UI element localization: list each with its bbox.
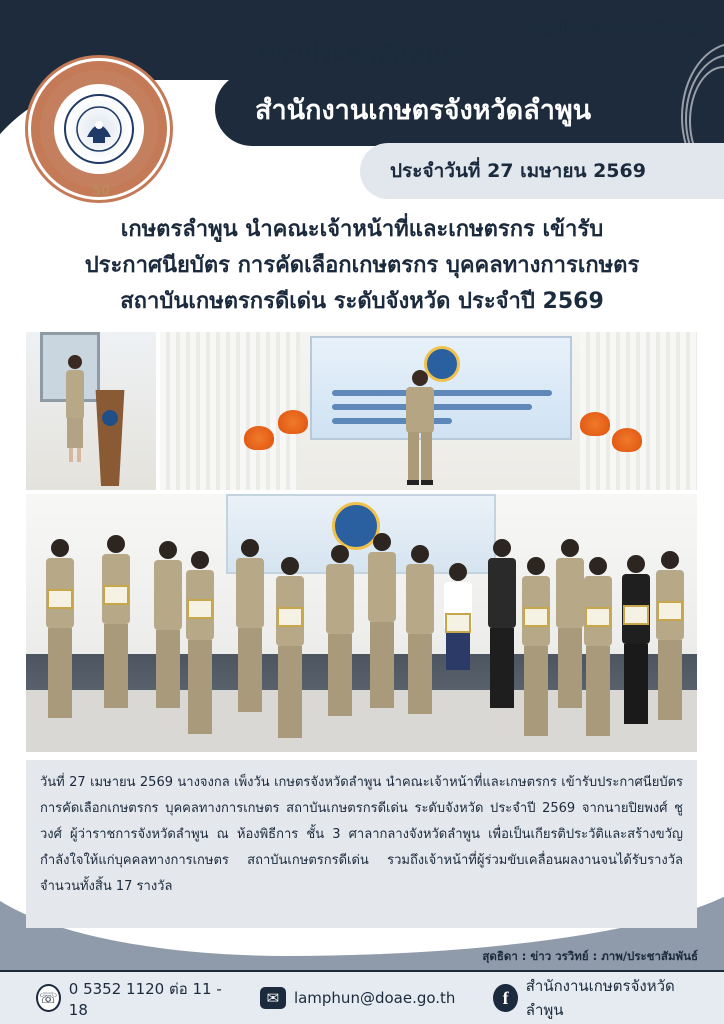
flower-decoration: [580, 412, 610, 436]
curtain: [160, 332, 300, 490]
phone-number: 0 5352 1120 ต่อ 11 - 18: [68, 980, 222, 1019]
article-body: วันที่ 27 เมษายน 2569 นางจงกล เพ็งวัน เกษตรจังหวัดลำพูน นำคณะเจ้าหน้าที่และเกษตรกร เข้ารับประกาศนียบัตร การคัดเลือกเกษตรกร บุคคลทางการเกษตร สถาบันเกษตรกรดีเด่น ระดับจังหวัด ประจำปี 2569 จากนายปิยพงศ์ ชูวงศ์ ผู้ว่าราชการจังหวัดลำพูน ณ ห้องพิธีการ ชั้น 3 ศาลากลางจังหวัดลำพูน เพื่อเป็นเกียรติประวัติและสร้างขวัญกำลังใจให้แก่บุคคลทางการเกษตร สถาบันเกษตรกรดีเด่น รวมถึงเจ้าหน้าที่ผู้ร่วมขับเคลื่อนผลงานจนได้รับรางวัล จำนวนทั้งสิ้น 17 รางวัล: [40, 775, 683, 894]
photo-governor-stage: [160, 332, 697, 490]
curtain: [580, 332, 697, 490]
footer-email[interactable]: [260, 987, 456, 1009]
flower-decoration: [278, 410, 308, 434]
speaker-figure: [60, 352, 90, 464]
news-label: ข่าวประชาสัมพันธ์: [258, 39, 458, 68]
award-recipients-group: [32, 530, 692, 746]
contact-footer: [0, 972, 724, 1024]
footer-facebook[interactable]: [493, 974, 688, 1022]
screen-text-line: [332, 390, 552, 396]
issue-date: ประจำวันที่ 27 เมษายน 2569: [390, 160, 646, 182]
headline-line: ประกาศนียบัตร การคัดเลือกเกษตรกร บุคคลทางการเกษตร: [84, 253, 640, 278]
photo-group-certificates: [26, 494, 697, 752]
flower-decoration: [244, 426, 274, 450]
flower-decoration: [612, 428, 642, 452]
facebook-page: สำนักงานเกษตรจังหวัดลำพูน: [525, 977, 675, 1019]
email-icon: ✉: [260, 987, 286, 1009]
photo-podium-speaker: [26, 332, 156, 490]
office-name: สำนักงานเกษตรจังหวัดลำพูน: [255, 94, 592, 126]
date-banner: [360, 143, 724, 199]
department-logo: [28, 58, 170, 200]
headline-line: สถาบันเกษตรกรดีเด่น ระดับจังหวัด ประจำปี 2569: [120, 289, 604, 314]
office-banner: [215, 72, 724, 146]
podium: [92, 390, 128, 486]
podium-emblem-icon: [102, 410, 118, 426]
logo-emblem-icon: [64, 94, 134, 164]
logo-anniversary: 50: [92, 184, 111, 199]
phone-icon: ☏: [36, 984, 61, 1012]
footer-phone[interactable]: [36, 977, 222, 1019]
article-body-panel: [26, 760, 697, 928]
credits: สุดธิดา : ข่าว วรวิทย์ : ภาพ/ประชาสัมพันธ์: [482, 949, 698, 963]
headline: [20, 212, 704, 320]
facebook-icon: f: [493, 984, 517, 1012]
headline-line: เกษตรลำพูน นำคณะเจ้าหน้าที่และเกษตรกร เข้ารับ: [120, 217, 604, 242]
email-address: lamphun@doae.go.th: [293, 989, 456, 1007]
logo-ring: [40, 70, 158, 188]
hashtag: #ลำพูนไม่ลำพังรวมพลังเพื่อลำพูน: [517, 22, 706, 37]
governor-figure: [398, 368, 442, 486]
